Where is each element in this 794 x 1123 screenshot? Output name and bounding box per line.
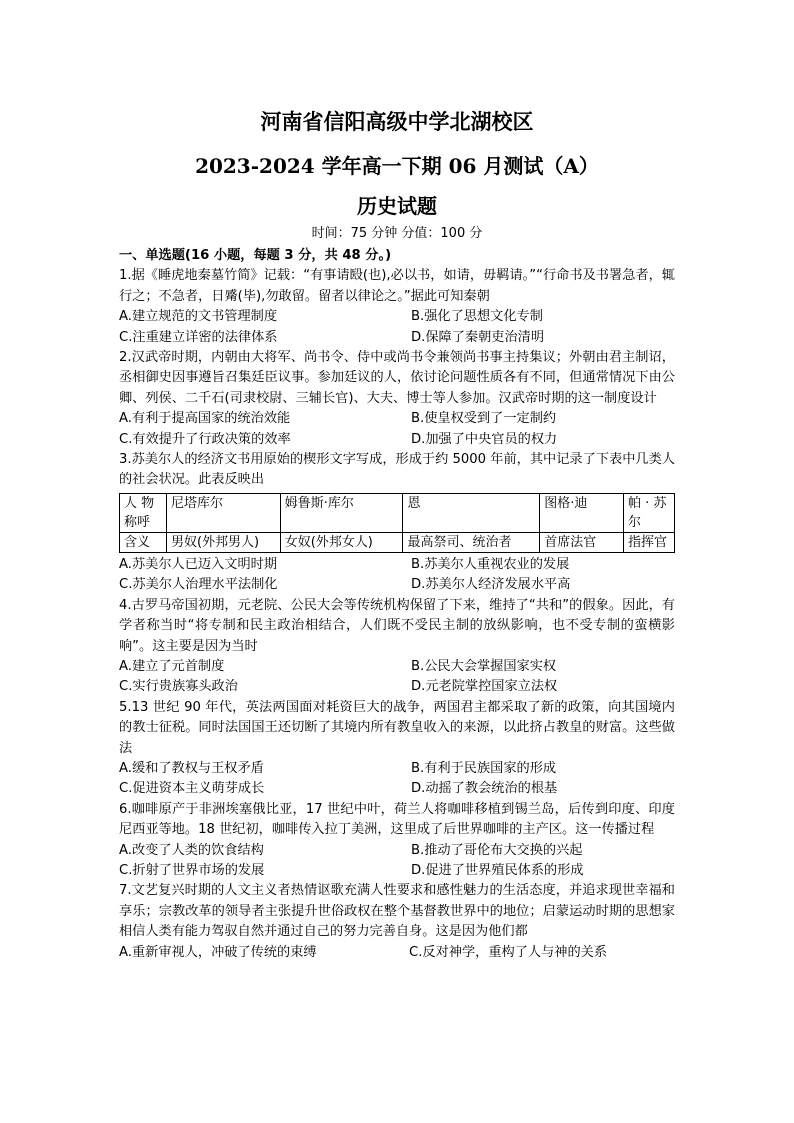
exam-meta: 时间：75 分钟 分值：100 分 [311, 226, 483, 241]
q5-option-b: B.有利于民族国家的形成 [411, 760, 557, 776]
question-7-options [119, 943, 675, 963]
q6-option-c: C.折射了世界市场的发展 [119, 862, 265, 878]
q3-option-b: B.苏美尔人重视农业的发展 [411, 556, 570, 572]
question-7-stem: 7.文艺复兴时期的人文主义者热情讴歌充满人性要求和感性魅力的生活态度，并追求现世幸福和享乐；宗教改革的领导者主张提升世俗政权在整个基督教世界中的地位；启蒙运动时期的思想家相信人类有能力驾驭自然并通过自己的努力完善自身。这是因为他们都 [119, 883, 675, 940]
question-2-options [119, 409, 675, 450]
q3-option-d: D.苏美尔人经济发展水平高 [411, 577, 571, 593]
table-cell: 男奴(外邦男人) [166, 532, 280, 552]
table-cell: 帕 · 苏尔 [624, 493, 675, 532]
q7-option-c: C.反对神学，重构了人与神的关系 [409, 944, 608, 960]
q1-option-c: C.注重建立详密的法律体系 [119, 329, 278, 345]
question-3-stem: 3.苏美尔人的经济文书用原始的楔形文字写成，形成于约 5000 年前，其中记录了下表中几类人的社会状况。此表反映出 [119, 452, 675, 488]
table-cell: 女奴(外邦女人) [280, 532, 403, 552]
table-cell: 指挥官 [624, 532, 675, 552]
q4-option-d: D.元老院掌控国家立法权 [411, 679, 558, 695]
question-5-stem: 5.13 世纪 90 年代，英法两国面对耗资巨大的战争，两国君主都采取了新的政策，向其国境内的教士征税。同时法国国王还切断了其境内所有教皇收入的来源，以此挤占教皇的财富。这些做法 [119, 699, 675, 756]
q5-option-c: C.促进资本主义萌芽成长 [119, 781, 265, 797]
q1-option-a: A.建立规范的文书管理制度 [119, 309, 278, 325]
q2-option-d: D.加强了中央官员的权力 [411, 431, 558, 447]
exam-title: 2023-2024 学年高一下期 06 月测试（A） [195, 154, 599, 178]
q6-option-d: D.促进了世界殖民体系的形成 [411, 862, 584, 878]
table-cell: 人 物称呼 [120, 493, 167, 532]
question-1-stem: 1.据《睡虎地秦墓竹简》记载：“有事请殹(也),必以书，如请，毋羁请。”“行命书及书署急者，辄行之；不急者，日觱(毕),勿敢留。留者以律论之。”据此可知秦朝 [119, 268, 675, 304]
table-cell: 姆鲁斯·库尔 [280, 493, 403, 532]
q6-option-b: B.推动了哥伦布大交换的兴起 [411, 842, 583, 858]
question-5-options [119, 759, 675, 800]
q7-option-a: A.重新审视人，冲破了传统的束缚 [119, 944, 317, 960]
q4-option-b: B.公民大会掌握国家实权 [411, 658, 557, 674]
question-4-stem: 4.古罗马帝国初期，元老院、公民大会等传统机构保留了下来，维持了“共和”的假象。因此，有学者称当时“将专制和民主政治相结合，人们既不受民主制的放纵影响，也不受专制的蛮横影响”。这主要是因为当时 [119, 597, 675, 654]
section-heading: 一、单选题(16 小题，每题 3 分，共 48 分。) [119, 248, 392, 263]
q6-option-a: A.改变了人类的饮食结构 [119, 842, 264, 858]
table-cell: 首席法官 [540, 532, 624, 552]
question-3-options [119, 555, 675, 596]
table-cell: 图格·迪 [540, 493, 624, 532]
school-title: 河南省信阳高级中学北湖校区 [260, 109, 534, 134]
table-cell: 最高祭司、统治者 [403, 532, 540, 552]
sumerian-table [119, 493, 675, 553]
q2-option-b: B.使皇权受到了一定制约 [411, 411, 557, 427]
q3-option-c: C.苏美尔人治理水平法制化 [119, 577, 278, 593]
question-2-stem: 2.汉武帝时期，内朝由大将军、尚书令、侍中或尚书令兼领尚书事主持集议；外朝由君主制诏，丞相御史因事遵旨召集廷臣议事。参加廷议的人，依讨论问题性质各有不同，但通常情况下由公卿、列侯、二千石(司隶校尉、三辅长官)、大夫、博士等人参加。汉武帝时期的这一制度设计 [119, 350, 675, 406]
table-row [120, 493, 675, 532]
q1-option-b: B.强化了思想文化专制 [411, 309, 543, 325]
q4-option-a: A.建立了元首制度 [119, 658, 225, 674]
table-cell: 恩 [403, 493, 540, 532]
q4-option-c: C.实行贵族寡头政治 [119, 679, 238, 695]
question-6-options [119, 841, 675, 882]
q3-option-a: A.苏美尔人已迈入文明时期 [119, 556, 278, 572]
table-cell: 含义 [120, 532, 167, 552]
q2-option-c: C.有效提升了行政决策的效率 [119, 431, 291, 447]
q5-option-d: D.动摇了教会统治的根基 [411, 781, 558, 797]
table-cell: 尼塔库尔 [166, 493, 280, 532]
q1-option-d: D.保障了秦朝吏治清明 [411, 329, 545, 345]
table-row [120, 532, 675, 552]
question-4-options [119, 657, 675, 698]
q2-option-a: A.有利于提高国家的统治效能 [119, 411, 291, 427]
question-1-options [119, 307, 675, 348]
question-body [119, 246, 675, 963]
q5-option-a: A.缓和了教权与王权矛盾 [119, 760, 264, 776]
question-6-stem: 6.咖啡原产于非洲埃塞俄比亚，17 世纪中叶，荷兰人将咖啡移植到锡兰岛，后传到印度、印度尼西亚等地。18 世纪初，咖啡传入拉丁美洲，这里成了后世界咖啡的主产区。这一传播过程 [119, 801, 675, 838]
subject-title: 历史试题 [357, 194, 437, 218]
